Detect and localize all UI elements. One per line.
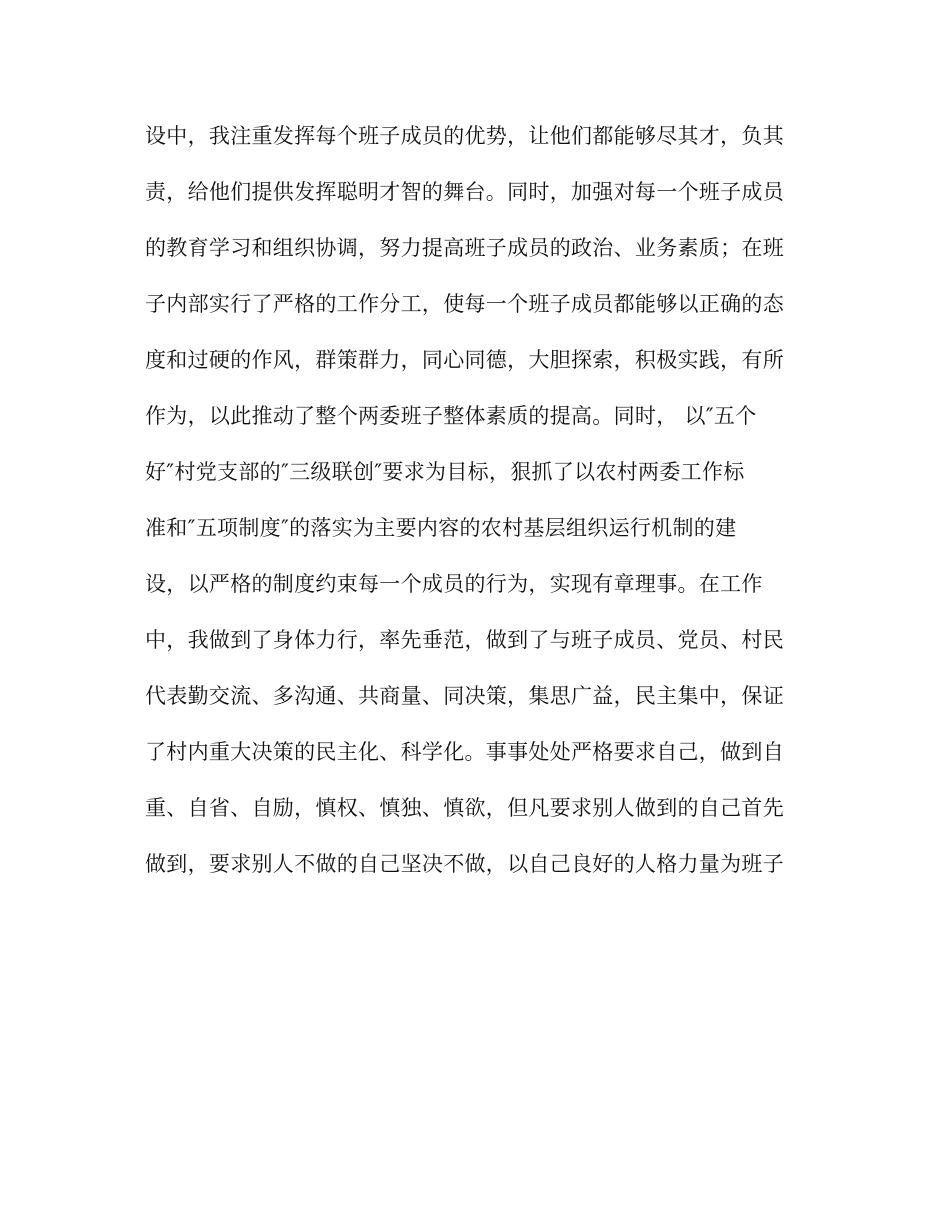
text-line: 子内部实行了严格的工作分工，使每一个班子成员都能够以正确的态 xyxy=(145,292,784,316)
text-line: 设中，我注重发挥每个班子成员的优势，让他们都能够尽其才，负其 xyxy=(145,124,784,148)
text-line: 责，给他们提供发挥聪明才智的舞台。同时，加强对每一个班子成员 xyxy=(145,180,784,204)
text-line: 准和″五项制度″的落实为主要内容的农村基层组织运行机制的建 xyxy=(145,516,737,540)
text-line: 重、自省、自励，慎权、慎独、慎欲，但凡要求别人做到的自己首先 xyxy=(145,796,784,820)
text-line: 做到，要求别人不做的自己坚决不做，以自己良好的人格力量为班子 xyxy=(145,852,784,876)
text-line: 好″村党支部的″三级联创″要求为目标，狠抓了以农村两委工作标 xyxy=(145,460,745,484)
text-line: 了村内重大决策的民主化、科学化。事事处处严格要求自己，做到自 xyxy=(145,740,784,764)
text-line: 代表勤交流、多沟通、共商量、同决策，集思广益，民主集中，保证 xyxy=(145,684,784,708)
text-line: 的教育学习和组织协调，努力提高班子成员的政治、业务素质；在班 xyxy=(145,236,784,260)
text-line: 度和过硬的作风，群策群力，同心同德，大胆探索，积极实践，有所 xyxy=(145,348,784,372)
text-line: 中，我做到了身体力行，率先垂范，做到了与班子成员、党员、村民 xyxy=(145,628,784,652)
body-text xyxy=(145,118,805,902)
text-line: 设，以严格的制度约束每一个成员的行为，实现有章理事。在工作 xyxy=(145,572,763,596)
text-line: 作为，以此推动了整个两委班子整体素质的提高。同时， 以″五个 xyxy=(145,404,757,428)
